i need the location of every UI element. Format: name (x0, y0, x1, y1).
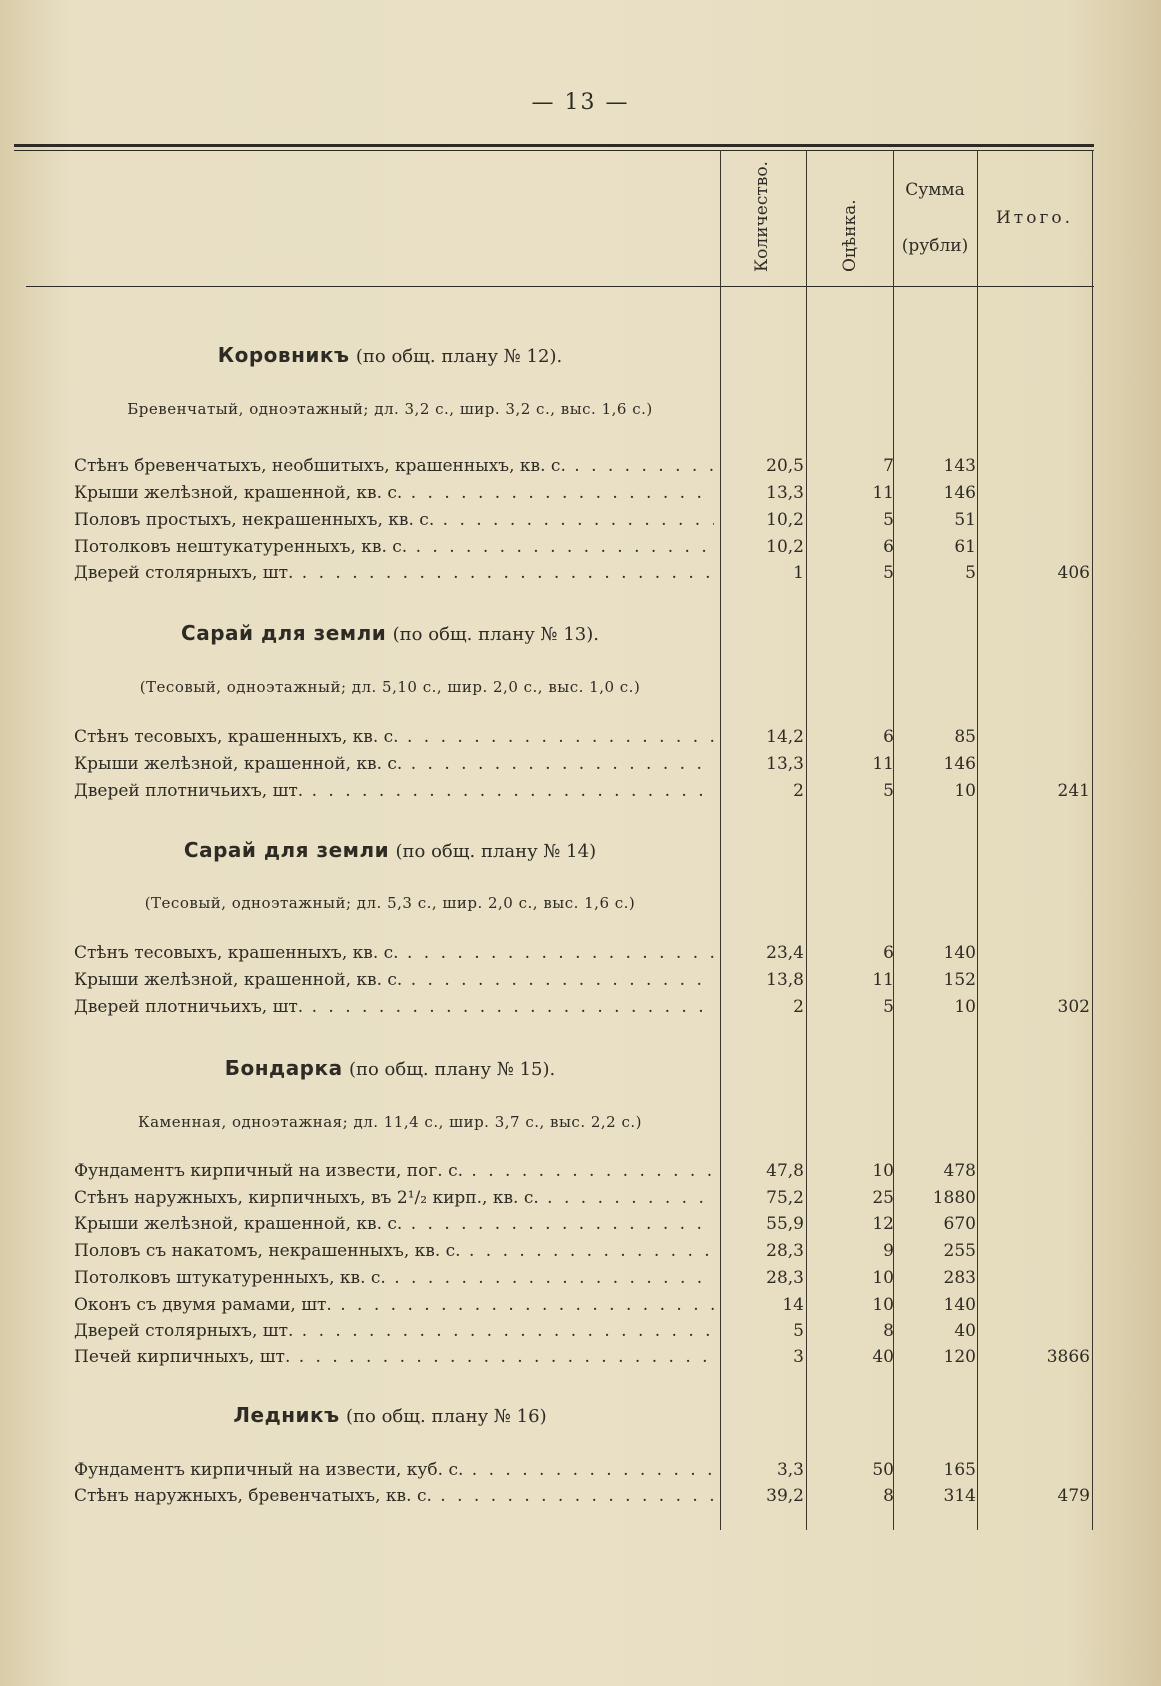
row-quantity: 13,3 (766, 754, 804, 774)
section-plan: (по общ. плану № 14) (395, 841, 597, 862)
row-quantity: 28,3 (766, 1241, 804, 1261)
row-sum: 255 (943, 1241, 976, 1261)
row-label: Оконъ съ двумя рамами, шт. . . . (74, 1295, 714, 1315)
row-label: Половъ съ накатомъ, некрашенныхъ, кв. с. . . . (74, 1241, 714, 1261)
row-rate: 8 (883, 1486, 894, 1506)
section-subtitle: Каменная, одноэтажная; дл. 11,4 с., шир. 3,7 с., выс. 2,2 с.) (137, 1113, 643, 1131)
row-sum: 1880 (932, 1188, 976, 1208)
table-row (0, 781, 1161, 807)
table-row (0, 1460, 1161, 1486)
table-row (0, 754, 1161, 780)
row-label: Стѣнъ бревенчатыхъ, необшитыхъ, крашенныхъ, кв. с. . . . (74, 456, 714, 476)
row-sum: 40 (954, 1321, 976, 1341)
row-quantity: 3,3 (776, 1460, 804, 1480)
section-name: Сарай для земли (183, 838, 390, 862)
header-sum-line1: Сумма (905, 180, 965, 200)
table-row (0, 1486, 1161, 1512)
table-row (0, 1268, 1161, 1294)
row-rate: 5 (883, 781, 894, 801)
row-rate: 5 (883, 510, 894, 530)
row-sum: 146 (943, 754, 976, 774)
section-title-cowshed (60, 343, 720, 367)
row-quantity: 39,2 (766, 1486, 804, 1506)
section-title-icehouse (60, 1403, 720, 1427)
row-label: Крыши желѣзной, крашенной, кв. с. . . . (74, 1214, 714, 1234)
table-top-rule (14, 144, 1094, 147)
row-quantity: 75,2 (766, 1188, 804, 1208)
row-sum: 140 (943, 1295, 976, 1315)
row-quantity: 10,2 (766, 537, 804, 557)
section-name: Сарай для земли (181, 621, 387, 645)
table-row (0, 456, 1161, 482)
row-rate: 50 (872, 1460, 894, 1480)
row-label: Половъ простыхъ, некрашенныхъ, кв. с. . . . (74, 510, 714, 530)
row-rate: 6 (883, 943, 894, 963)
row-quantity: 14,2 (766, 727, 804, 747)
row-sum: 165 (943, 1460, 976, 1480)
row-label: Печей кирпичныхъ, шт. . . . (74, 1347, 714, 1367)
header-sum-line2: (рубли) (901, 236, 969, 256)
row-rate: 10 (872, 1295, 894, 1315)
table-row (0, 727, 1161, 753)
row-label: Дверей плотничьихъ, шт. . . . (74, 781, 714, 801)
row-rate: 40 (872, 1347, 894, 1367)
row-label: Дверей столярныхъ, шт. . . . (74, 1321, 714, 1341)
row-rate: 10 (872, 1161, 894, 1181)
row-quantity: 10,2 (766, 510, 804, 530)
row-quantity: 13,8 (766, 970, 804, 990)
section-title-shed-14 (60, 838, 720, 862)
row-sum: 146 (943, 483, 976, 503)
row-total: 302 (1057, 997, 1090, 1017)
table-row (0, 943, 1161, 969)
section-name: Бондарка (224, 1056, 343, 1080)
row-quantity: 47,8 (766, 1161, 804, 1181)
row-label: Стѣнъ тесовыхъ, крашенныхъ, кв. с. . . . (74, 727, 714, 747)
row-label: Крыши желѣзной, крашенной, кв. с. . . . (74, 483, 714, 503)
row-label: Крыши желѣзной, крашенной, кв. с. . . . (74, 754, 714, 774)
row-sum: 10 (954, 997, 976, 1017)
page-number: — 13 — (531, 90, 630, 115)
row-total: 479 (1057, 1486, 1090, 1506)
row-quantity: 1 (793, 563, 804, 583)
row-rate: 10 (872, 1268, 894, 1288)
row-sum: 283 (943, 1268, 976, 1288)
table-row (0, 1321, 1161, 1347)
row-sum: 478 (943, 1161, 976, 1181)
row-quantity: 14 (782, 1295, 804, 1315)
table-row (0, 1188, 1161, 1214)
row-sum: 152 (943, 970, 976, 990)
row-label: Потолковъ нештукатуренныхъ, кв. с. . . . (74, 537, 714, 557)
row-rate: 12 (872, 1214, 894, 1234)
row-quantity: 23,4 (766, 943, 804, 963)
row-quantity: 20,5 (766, 456, 804, 476)
row-label: Дверей плотничьихъ, шт. . . . (74, 997, 714, 1017)
table-row (0, 970, 1161, 996)
table-row (0, 483, 1161, 509)
row-label: Крыши желѣзной, крашенной, кв. с. . . . (74, 970, 714, 990)
row-quantity: 28,3 (766, 1268, 804, 1288)
row-sum: 51 (954, 510, 976, 530)
table-row (0, 510, 1161, 536)
section-plan: (по общ. плану № 15). (348, 1059, 556, 1080)
table-row (0, 1347, 1161, 1373)
section-name: Коровникъ (217, 343, 350, 367)
section-plan: (по общ. плану № 12). (355, 346, 563, 367)
section-plan: (по общ. плану № 16) (346, 1406, 547, 1427)
header-rate: Оцѣнка. (840, 199, 860, 272)
row-label: Стѣнъ наружныхъ, бревенчатыхъ, кв. с. . . . (74, 1486, 714, 1506)
row-sum: 314 (943, 1486, 976, 1506)
section-title-shed-13 (60, 621, 720, 645)
row-rate: 5 (883, 997, 894, 1017)
header-bottom-rule (26, 286, 1094, 287)
row-quantity: 3 (793, 1347, 804, 1367)
row-rate: 11 (872, 970, 894, 990)
row-sum: 10 (954, 781, 976, 801)
row-total: 3866 (1046, 1347, 1090, 1367)
table-row (0, 537, 1161, 563)
section-name: Ледникъ (233, 1403, 340, 1427)
row-sum: 143 (943, 456, 976, 476)
row-rate: 8 (883, 1321, 894, 1341)
row-sum: 120 (943, 1347, 976, 1367)
row-rate: 6 (883, 727, 894, 747)
row-quantity: 55,9 (766, 1214, 804, 1234)
row-rate: 7 (883, 456, 894, 476)
table-row (0, 1214, 1161, 1240)
row-quantity: 2 (793, 781, 804, 801)
row-total: 241 (1057, 781, 1090, 801)
row-label: Стѣнъ наружныхъ, кирпичныхъ, въ 2¹/₂ кирп., кв. с. . . . (74, 1188, 714, 1208)
table-row (0, 1241, 1161, 1267)
header-total: Итого. (995, 208, 1073, 228)
row-label: Дверей столярныхъ, шт. . . . (74, 563, 714, 583)
section-subtitle: (Тесовый, одноэтажный; дл. 5,3 с., шир. 2,0 с., выс. 1,6 с.) (144, 894, 636, 912)
row-quantity: 13,3 (766, 483, 804, 503)
row-label: Стѣнъ тесовыхъ, крашенныхъ, кв. с. . . . (74, 943, 714, 963)
table-row (0, 997, 1161, 1023)
row-sum: 5 (965, 563, 976, 583)
row-rate: 5 (883, 563, 894, 583)
row-quantity: 2 (793, 997, 804, 1017)
row-label: Фундаментъ кирпичный на извести, пог. с. . . . (74, 1161, 714, 1181)
row-quantity: 5 (793, 1321, 804, 1341)
row-total: 406 (1057, 563, 1090, 583)
section-subtitle: Бревенчатый, одноэтажный; дл. 3,2 с., шир. 3,2 с., выс. 1,6 с.) (127, 400, 653, 418)
table-row (0, 563, 1161, 589)
section-plan: (по общ. плану № 13). (392, 624, 599, 645)
row-rate: 6 (883, 537, 894, 557)
row-rate: 11 (872, 483, 894, 503)
row-rate: 11 (872, 754, 894, 774)
row-sum: 85 (954, 727, 976, 747)
table-row (0, 1295, 1161, 1321)
row-label: Фундаментъ кирпичный на извести, куб. с. . . . (74, 1460, 714, 1480)
section-title-cooperage (60, 1056, 720, 1080)
table-top-rule-thin (14, 150, 1094, 151)
row-rate: 25 (872, 1188, 894, 1208)
header-quantity: Количество. (752, 161, 772, 272)
row-sum: 61 (954, 537, 976, 557)
row-label: Потолковъ штукатуренныхъ, кв. с. . . . (74, 1268, 714, 1288)
row-rate: 9 (883, 1241, 894, 1261)
row-sum: 670 (943, 1214, 976, 1234)
section-subtitle: (Тесовый, одноэтажный; дл. 5,10 с., шир. 2,0 с., выс. 1,0 с.) (139, 678, 641, 696)
row-sum: 140 (943, 943, 976, 963)
table-row (0, 1161, 1161, 1187)
